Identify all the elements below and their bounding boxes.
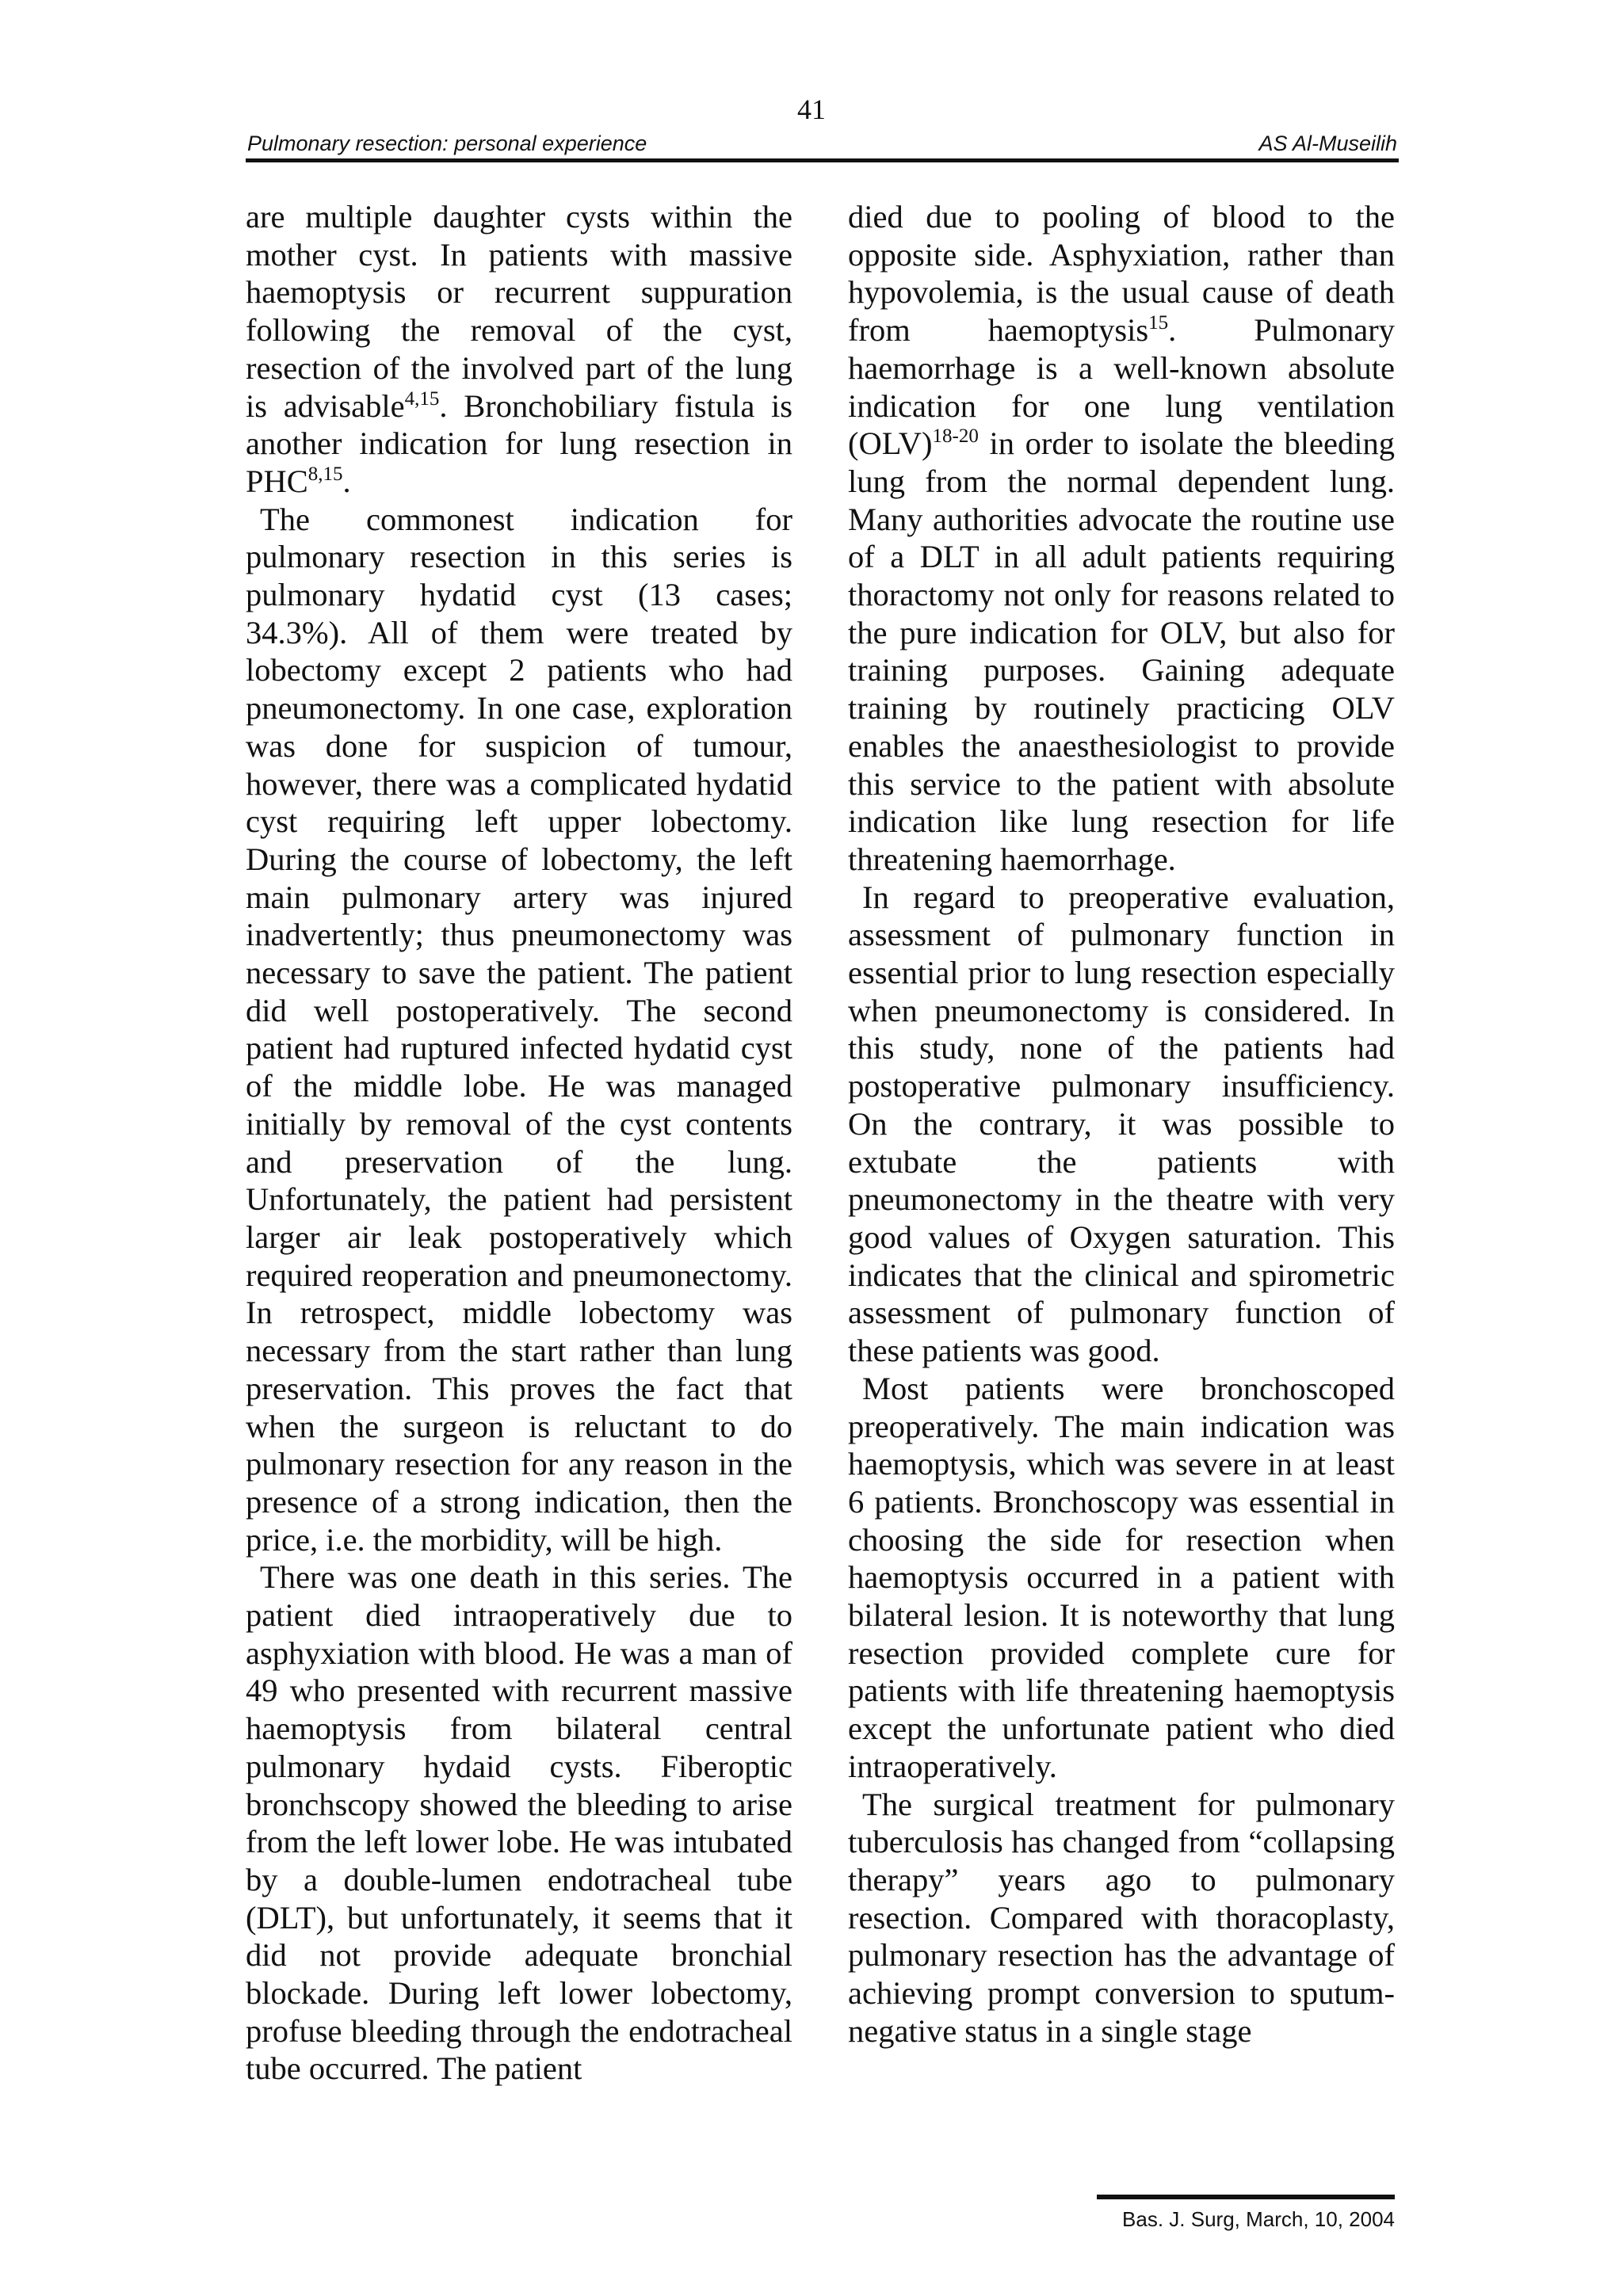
page-number: 41: [797, 93, 826, 125]
paragraph: There was one death in this series. The patient died intraoperatively due to asphyxiation with blood. He was a man of 49 who presented with recurrent massive haemoptysis from bilateral central pulmonary hydaid cysts. Fiberoptic bronchscopy showed the bleeding to arise from the left lower lobe. He was intubated by a double-lumen endotracheal tube (DLT), but unfortunately, it seems that it did not provide adequate bronchial blockade. During left lower lobectomy, profuse bleeding through the endotracheal tube occurred. The patient: [246, 1559, 792, 2087]
header-divider: [246, 158, 1399, 162]
citation-reference: 15: [1148, 312, 1169, 334]
paragraph: Most patients were bronchoscoped preoperatively. The main indication was haemoptysis, which was severe in at least 6 patients. Bronchoscopy was essential in choosing the side for resection when haemoptysis occurred in a patient with bilateral lesion. It is noteworthy that lung resection provided complete cure for patients with life threatening haemoptysis except the unfortunate patient who died intraoperatively.: [848, 1370, 1395, 1784]
paragraph-text: died due to pooling of blood to the opposite side. Asphyxiation, rather than hypovolemia, is the usual cause of death from haemoptysis: [848, 199, 1395, 349]
paragraph: The commonest indication for pulmonary resection in this series is pulmonary hydatid cyst (13 cases; 34.3%). All of them were treated by lobectomy except 2 patients who had pneumonectomy. In one case, exploration was done for suspicion of tumour, however, there was a complicated hydatid cyst requiring left upper lobectomy. During the course of lobectomy, the left main pulmonary artery was injured inadvertently; thus pneumonectomy was necessary to save the patient. The patient did well postoperatively. The second patient had ruptured infected hydatid cyst of the middle lobe. He was managed initially by removal of the cyst contents and preservation of the lung. Unfortunately, the patient had persistent larger air leak postoperatively which required reoperation and pneumonectomy. In retrospect, middle lobectomy was necessary from the start rather than lung preservation. This proves the fact that when the surgeon is reluctant to do pulmonary resection for any reason in the presence of a strong indication, then the price, i.e. the morbidity, will be high.: [246, 501, 792, 1558]
citation-reference: 18-20: [932, 425, 979, 448]
journal-citation: Bas. J. Surg, March, 10, 2004: [1122, 2207, 1395, 2231]
running-head-title: Pulmonary resection: personal experience: [247, 132, 647, 155]
running-head: [246, 128, 1399, 162]
paragraph-text: .: [342, 463, 351, 499]
running-head-author: AS Al-Museilih: [1258, 132, 1397, 155]
left-column: [246, 198, 792, 2088]
paragraph: [848, 198, 1395, 879]
paragraph: The surgical treatment for pulmonary tuberculosis has changed from “collapsing therapy” years ago to pulmonary resection. Compared with thoracoplasty, pulmonary resection has the advantage of achieving prompt conversion to sputum-negative status in a single stage: [848, 1786, 1395, 2049]
paragraph-text: . Pulmonary haemorrhage is a well-known absolute indication for one lung ventilation (OLV): [848, 312, 1395, 462]
footer-divider: [1097, 2195, 1395, 2199]
citation-reference: 4,15: [404, 387, 440, 410]
citation-reference: 8,15: [307, 463, 343, 485]
right-column: [848, 198, 1395, 2050]
paragraph-text: in order to isolate the bleeding lung from the normal dependent lung. Many authorities advocate the routine use of a DLT in all adult patients requiring thoractomy not only for reasons related to the pure indication for OLV, but also for training purposes. Gaining adequate training by routinely practicing OLV enables the anaesthesiologist to provide this service to the patient with absolute indication like lung resection for life threatening haemorrhage.: [848, 425, 1395, 877]
paragraph-text: are multiple daughter cysts within the mother cyst. In patients with massive haemoptysis or recurrent suppuration following the removal of the cyst, resection of the involved part of the lung is advisable: [246, 199, 792, 424]
paragraph: In regard to preoperative evaluation, assessment of pulmonary function in essential prior to lung resection especially when pneumonectomy is considered. In this study, none of the patients had postoperative pulmonary insufficiency. On the contrary, it was possible to extubate the patients with pneumonectomy in the theatre with very good values of Oxygen saturation. This indicates that the clinical and spirometric assessment of pulmonary function of these patients was good.: [848, 879, 1395, 1369]
paragraph-text: . Bronchobiliary fistula is another indication for lung resection in PHC: [246, 387, 792, 499]
paragraph: [246, 198, 792, 501]
